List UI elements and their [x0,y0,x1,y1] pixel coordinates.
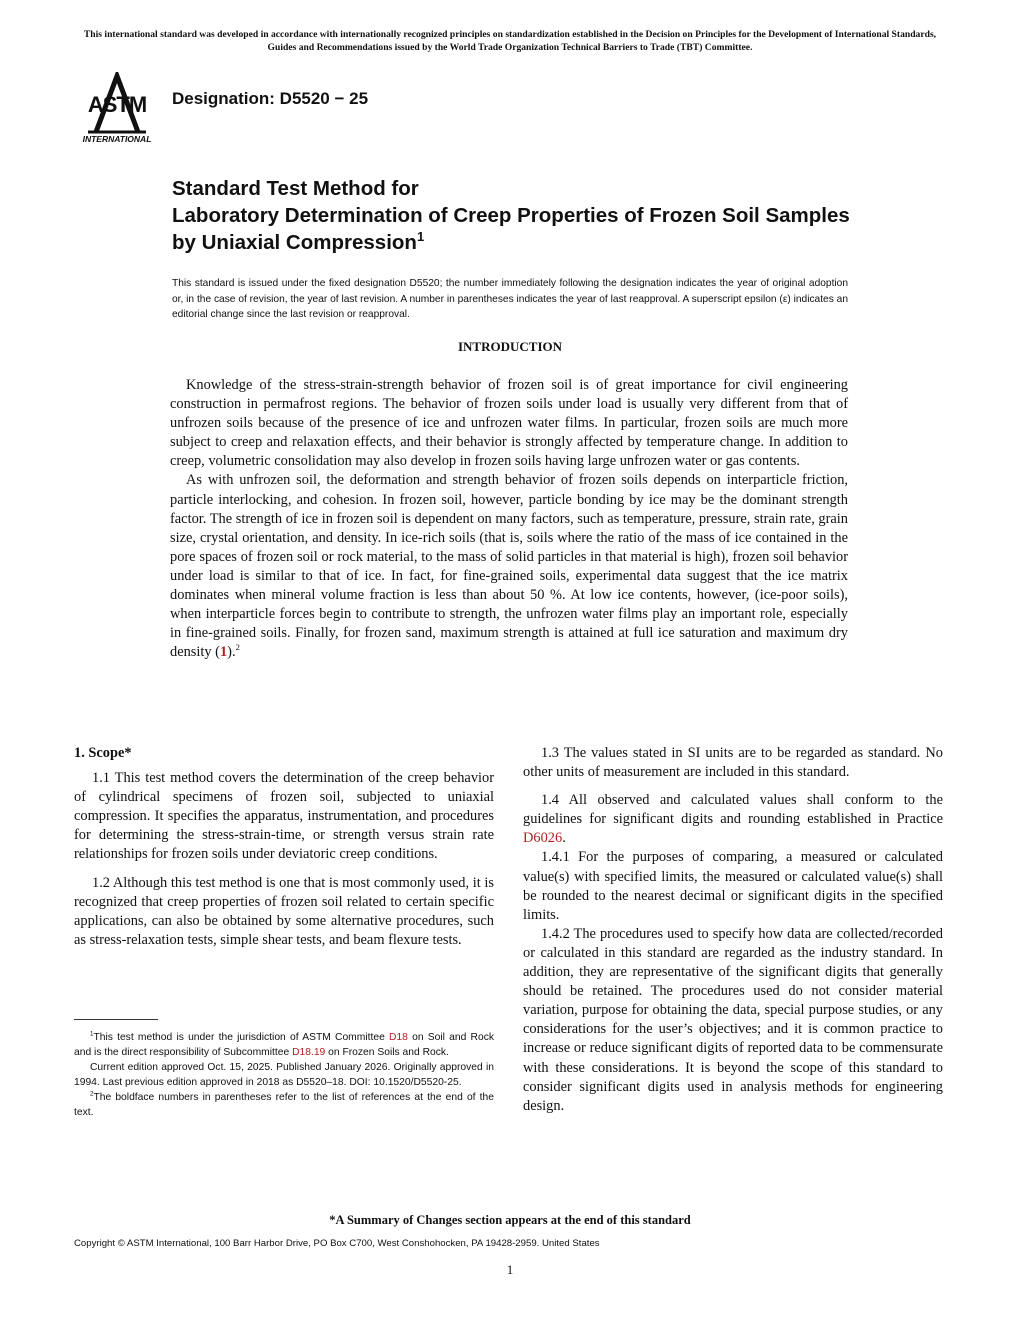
title-line-1: Standard Test Method for [172,177,419,200]
left-column [74,744,494,950]
designation: Designation: D5520 − 25 [172,89,369,108]
introduction-body [170,376,848,662]
section-1-1: 1.1 This test method covers the determination of the creep behavior of cylindrical specimens of frozen soil, subjected to uniaxial compression. It specifies the apparatus, instrumentation, and procedures for determining the stress-strain-time, or strength versus strain rate relationships for frozen soils under deviatoric creep conditions. [74,770,494,863]
logo-wordmark: ASTM [87,92,147,117]
summary-of-changes-note: *A Summary of Changes section appears at the end of this standard [329,1213,691,1227]
intro-footnote-mark[interactable]: 2 [235,642,240,653]
introduction-paragraph-2: As with unfrozen soil, the deformation and strength behavior of frozen soils depends on interparticle friction, particle interlocking, and cohesion. In frozen soil, however, particle bonding by ice may be the dominant strength factor. The strength of ice in frozen soil is dependent on many factors, such as temperature, pressure, strain rate, grain size, crystal orientation, and density. In ice-rich soils (that is, soils where the ratio of the mass of ice contained in the pore spaces of frozen soil or rock material, to the mass of solid particles in that material is high), frozen soil behavior under load is similar to that of ice. In fact, for fine-grained soils, experimental data suggest that the ice matrix dominates when mineral volume fraction is less than about 50 %. At low ice contents, however, (ice-poor soils), when interparticle forces begin to contribute to strength, the unfrozen water films play an important role, especially in fine-grained soils. Finally, for frozen sand, maximum strength is attained at full ice saturation and maximum dry density (1).$^2$ [170,472,848,661]
title-footnote-mark[interactable]: 1 [416,229,425,245]
section-1-4-2: 1.4.2 The procedures used to specify how data are collected/recorded or calculated in this standard are regarded as the industry standard. In addition, they are representative of the significant digits that generally should be retained. The procedures used do not consider material variation, purpose for obtaining the data, special purpose studies, or any considerations for the user’s objectives; and it is common practice to increase or reduce significant digits of reported data to be commensurate with these considerations. It is beyond the scope of this standard to consider significant digits used in analysis methods for engineering design. [523,925,943,1114]
scope-heading: 1. Scope* [74,745,132,761]
section-1-3: 1.3 The values stated in SI units are to be regarded as standard. No other units of measurement are included in this standard. [523,745,943,781]
section-1-2: 1.2 Although this test method is one that is most commonly used, it is recognized that creep properties of frozen soil related to certain specific applications, can also be obtained by some alternative procedures, such as stress-relaxation tests, simple shear tests, and beam flexure tests. [74,874,494,948]
reference-link-1[interactable]: 1 [219,644,228,661]
introduction-heading: INTRODUCTION [457,339,562,354]
section-1-4: 1.4 All observed and calculated values shall conform to the guidelines for significant digits and rounding established in Practice D6026. [523,792,943,847]
wto-notice: This international standard was developed in accordance with internationally recognized principles on standardization established in the Decision on Principles for the Development of International Standards, Guides and Recommendations issued by the World Trade Organization Technical Barriers to Trade (TBT) Committee. [83,29,937,53]
astm-logo [74,72,160,146]
right-column [523,744,943,1116]
footnote-2: $^2$The boldface numbers in parentheses refer to the list of references at the end of the text. [74,1090,494,1119]
issued-note: This standard is issued under the fixed designation D5520; the number immediately following the designation indicates the year of original adoption or, in the case of revision, the year of last revision. A number in parentheses indicates the year of last reapproval. A superscript epsilon (ε) indicates an editorial change since the last revision or reapproval. [172,278,848,320]
title-line-2: Laboratory Determination of Creep Properties of Frozen Soil Samples by Uniaxial Compression$^1$ [172,204,850,254]
edition-note: Current edition approved Oct. 15, 2025. Published January 2026. Originally approved in 1994. Last previous edition approved in 2018 as D5520–18. DOI: 10.1520/D5520-25. [74,1062,494,1089]
logo-subtext: INTERNATIONAL [82,134,152,144]
practice-d6026-link[interactable]: D6026 [523,830,563,847]
document-title [172,175,872,256]
footnote-1: $^1$This test method is under the jurisdiction of ASTM Committee D18 on Soil and Rock and is the direct responsibility of Subcommittee D18.19 on Frozen Soils and Rock. [74,1030,494,1059]
copyright: Copyright © ASTM International, 100 Barr Harbor Drive, PO Box C700, West Conshohocken, PA 19428-2959. United States [74,1238,600,1249]
committee-d18-link[interactable]: D18 [389,1032,408,1043]
introduction-paragraph-1: Knowledge of the stress-strain-strength behavior of frozen soil is of great importance for civil engineering construction in permafrost regions. The behavior of frozen soils under load is usually very different from that of unfrozen soils because of the presence of ice and unfrozen water films. In particular, frozen soils are much more subject to creep and relaxation effects, and their behavior is strongly affected by temperature change. In addition to creep, volumetric consolidation may also develop in frozen soils having large unfrozen water or gas contents. [170,377,848,470]
footnotes [74,1030,494,1121]
section-1-4-1: 1.4.1 For the purposes of comparing, a measured or calculated value(s) with specified limits, the measured or calculated value(s) shall be rounded to the nearest decimal or significant digits in the specified limits. [523,849,943,923]
footnote-divider [74,1019,158,1020]
page-number: 1 [506,1262,514,1277]
subcommittee-d18-19-link[interactable]: D18.19 [292,1047,326,1059]
